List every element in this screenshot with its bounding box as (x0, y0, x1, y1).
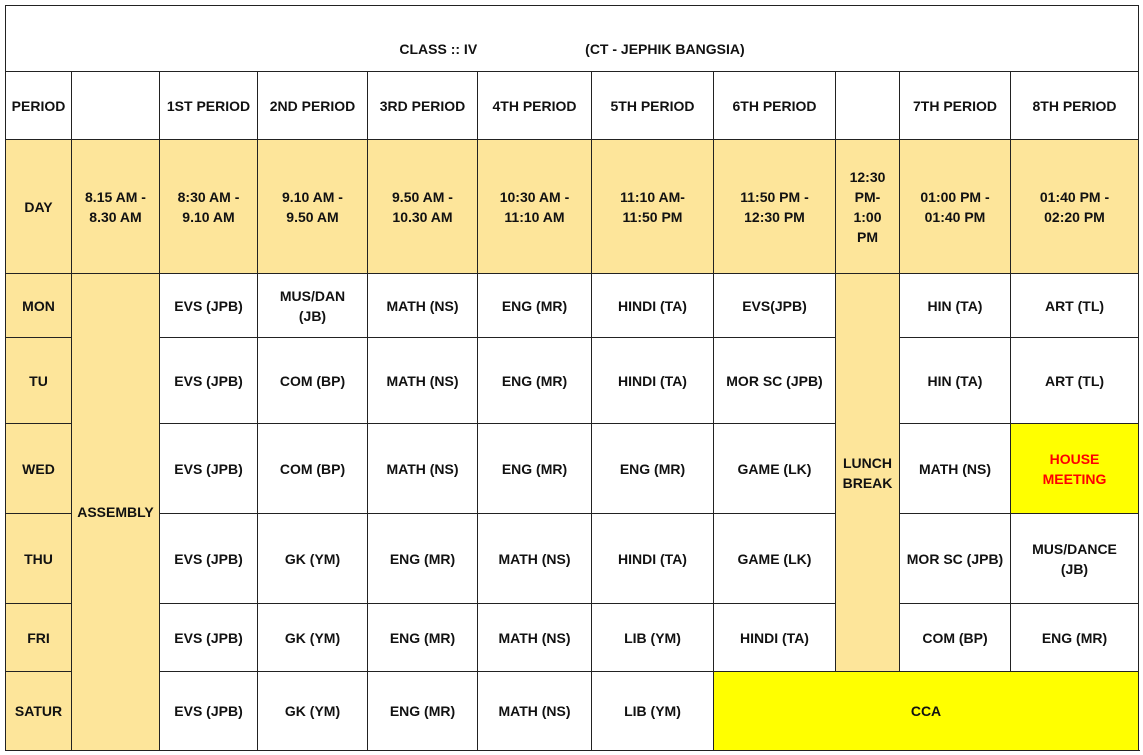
time-slot: 9.50 AM - 10.30 AM (368, 140, 478, 274)
subject-cell: GAME (LK) (714, 514, 836, 604)
subject-cell: MATH (NS) (368, 274, 478, 338)
day-cell: FRI (6, 604, 72, 672)
subject-cell: HIN (TA) (900, 338, 1011, 424)
subject-cell: MOR SC (JPB) (900, 514, 1011, 604)
day-cell: SATUR (6, 672, 72, 751)
subject-cell: COM (BP) (900, 604, 1011, 672)
time-slot: 8:30 AM - 9.10 AM (160, 140, 258, 274)
subject-cell: EVS(JPB) (714, 274, 836, 338)
period-header: 3RD PERIOD (368, 72, 478, 140)
subject-cell: EVS (JPB) (160, 514, 258, 604)
period-header: 4TH PERIOD (478, 72, 592, 140)
day-cell: TU (6, 338, 72, 424)
subject-cell: MATH (NS) (900, 424, 1011, 514)
time-slot: 11:50 PM - 12:30 PM (714, 140, 836, 274)
subject-cell: MATH (NS) (368, 338, 478, 424)
timetable (5, 5, 1139, 751)
class-label: CLASS :: IV (399, 40, 478, 57)
time-slot: 11:10 AM- 11:50 PM (592, 140, 714, 274)
time-slot: 01:40 PM - 02:20 PM (1011, 140, 1139, 274)
subject-cell: LIB (YM) (592, 604, 714, 672)
subject-cell: GK (YM) (258, 672, 368, 751)
subject-cell: HIN (TA) (900, 274, 1011, 338)
period-header: 5TH PERIOD (592, 72, 714, 140)
time-slot: 01:00 PM - 01:40 PM (900, 140, 1011, 274)
blank-header-cell (836, 72, 900, 140)
class-teacher: (CT - JEPHIK BANGSIA) (585, 40, 745, 57)
period-header: 1ST PERIOD (160, 72, 258, 140)
day-cell: THU (6, 514, 72, 604)
cca-cell: CCA (714, 672, 1139, 751)
subject-cell: GK (YM) (258, 604, 368, 672)
house-meeting-cell: HOUSE MEETING (1011, 424, 1139, 514)
day-label: DAY (6, 140, 72, 274)
period-header: 6TH PERIOD (714, 72, 836, 140)
table-row (6, 604, 1139, 672)
table-row (6, 274, 1139, 338)
time-slot: 9.10 AM - 9.50 AM (258, 140, 368, 274)
assembly-time: 8.15 AM - 8.30 AM (72, 140, 160, 274)
subject-cell: ENG (MR) (368, 604, 478, 672)
subject-cell: HINDI (TA) (592, 514, 714, 604)
subject-cell: EVS (JPB) (160, 604, 258, 672)
subject-cell: ENG (MR) (368, 514, 478, 604)
subject-cell: MUS/DANCE (JB) (1011, 514, 1139, 604)
time-slot: 10:30 AM - 11:10 AM (478, 140, 592, 274)
period-header: 7TH PERIOD (900, 72, 1011, 140)
subject-cell: EVS (JPB) (160, 424, 258, 514)
table-row (6, 514, 1139, 604)
subject-cell: ENG (MR) (478, 274, 592, 338)
subject-cell: GAME (LK) (714, 424, 836, 514)
lunch-break-cell: LUNCH BREAK (836, 274, 900, 672)
subject-cell: MATH (NS) (478, 672, 592, 751)
period-header: 2ND PERIOD (258, 72, 368, 140)
lunch-time: 12:30 PM- 1:00 PM (836, 140, 900, 274)
subject-cell: ENG (MR) (478, 424, 592, 514)
subject-cell: GK (YM) (258, 514, 368, 604)
table-row (6, 338, 1139, 424)
timetable-title (6, 6, 1139, 72)
assembly-cell: ASSEMBLY (72, 274, 160, 751)
subject-cell: HINDI (TA) (714, 604, 836, 672)
subject-cell: EVS (JPB) (160, 672, 258, 751)
subject-cell: HINDI (TA) (592, 274, 714, 338)
day-cell: MON (6, 274, 72, 338)
subject-cell: ENG (MR) (478, 338, 592, 424)
subject-cell: ENG (MR) (368, 672, 478, 751)
period-header: 8TH PERIOD (1011, 72, 1139, 140)
table-row (6, 672, 1139, 751)
subject-cell: MOR SC (JPB) (714, 338, 836, 424)
period-label: PERIOD (6, 72, 72, 140)
time-row (6, 140, 1139, 274)
blank-header-cell (72, 72, 160, 140)
subject-cell: ART (TL) (1011, 338, 1139, 424)
subject-cell: ENG (MR) (592, 424, 714, 514)
subject-cell: MATH (NS) (478, 514, 592, 604)
subject-cell: MATH (NS) (368, 424, 478, 514)
subject-cell: ART (TL) (1011, 274, 1139, 338)
period-header-row (6, 72, 1139, 140)
subject-cell: ENG (MR) (1011, 604, 1139, 672)
subject-cell: COM (BP) (258, 338, 368, 424)
table-row (6, 424, 1139, 514)
subject-cell: MATH (NS) (478, 604, 592, 672)
subject-cell: COM (BP) (258, 424, 368, 514)
subject-cell: HINDI (TA) (592, 338, 714, 424)
subject-cell: LIB (YM) (592, 672, 714, 751)
day-cell: WED (6, 424, 72, 514)
subject-cell: EVS (JPB) (160, 274, 258, 338)
subject-cell: EVS (JPB) (160, 338, 258, 424)
subject-cell: MUS/DAN (JB) (258, 274, 368, 338)
